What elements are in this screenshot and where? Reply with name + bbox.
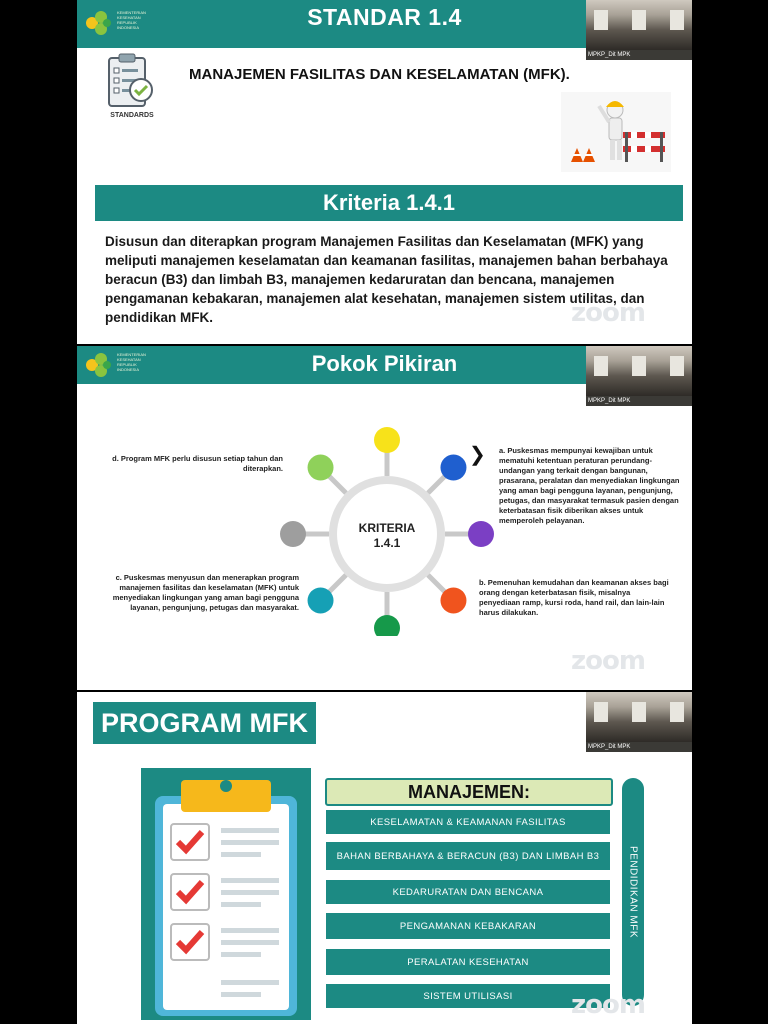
hub-node-top [374,427,400,453]
hub-spoke [428,475,446,493]
participant-video-thumbnail[interactable] [586,346,692,406]
slide-title: PROGRAM MFK [93,702,316,744]
hub-node-upper-right [440,455,466,481]
clipboard-checklist-icon [141,768,311,1020]
manajemen-header: MANAJEMEN: [325,778,613,806]
hub-spoke [428,575,446,593]
standards-label: STANDARDS [110,112,154,119]
hub-node-left [280,521,306,547]
participant-name: MPKP_Dit MPK [588,52,631,58]
manajemen-item: KEDARURATAN DAN BENCANA [326,880,610,904]
slide-title: Pokok Pikiran [311,351,458,376]
point-a: a. Puskesmas mempunyai kewajiban untuk mematuhi ketentuan peraturan perundang-undangan yang terkait dengan bangunan, prasarana, peralatan dan menyediakan lingkungan yang aman bagi pengguna layanan, pengunjung, petugas, dan masyarakat termasuk pasien dengan keterbatasan fisik diberikan akses untuk memperoleh pelayanan. [499,446,680,525]
slide-standar [77,0,692,344]
kriteria-title-bar: Kriteria 1.4.1 [95,185,683,221]
hub-node-lower-right [440,587,466,613]
pendidikan-label: PENDIDIKAN MFK [627,845,639,939]
participant-name: MPKP_Dit MPK [588,398,631,404]
participant-video-thumbnail[interactable] [586,0,692,60]
manajemen-item: BAHAN BERBAHAYA & BERACUN (B3) DAN LIMBAH B3 [326,842,610,870]
subtitle: MANAJEMEN FASILITAS DAN KESELAMATAN (MFK). [189,66,570,83]
zoom-watermark: zoom [571,646,645,676]
slide-pokok-pikiran [77,346,692,690]
participant-name: MPKP_Dit MPK [588,744,631,750]
kemenkes-logo: KEMENTERIAN KESEHATAN REPUBLIK INDONESIA [83,6,163,40]
manajemen-item: KESELAMATAN & KEAMANAN FASILITAS [326,810,610,834]
manajemen-item: PENGAMANAN KEBAKARAN [326,913,610,939]
zoom-watermark: zoom [571,298,645,328]
construction-worker-illustration [561,92,671,172]
slide-program-mfk [77,692,692,1024]
kriteria-hub-diagram [277,426,497,636]
hub-node-lower-left [308,587,334,613]
hub-label-kriteria: KRITERIA [358,521,416,535]
point-c: c. Puskesmas menyusun dan menerapkan program manajemen fasilitas dan keselamatan (MFK) untuk menyediakan lingkungan yang aman bagi pengguna layanan, pengunjung, petugas dan masyarakat. [112,573,299,612]
hub-spoke [328,475,346,493]
clipboard-checklist-icon [105,52,155,112]
participant-video-thumbnail[interactable] [586,692,692,752]
hub-node-bottom [374,615,400,636]
chevron-right-icon: ❯ [469,444,486,466]
hub-node-right [468,521,494,547]
zoom-watermark: zoom [571,990,645,1020]
hub-spoke [328,575,346,593]
manajemen-item: PERALATAN KESEHATAN [326,949,610,975]
pendidikan-mfk-bar [622,778,644,1006]
kemenkes-logo: KEMENTERIAN KESEHATAN REPUBLIK INDONESIA [83,348,163,382]
manajemen-item: SISTEM UTILISASI [326,984,610,1008]
hub-label-number: 1.4.1 [373,536,401,550]
point-b: b. Pemenuhan kemudahan dan keamanan akses bagi orang dengan keterbatasan fisik, misalnya penyediaan ramp, kursi roda, hand rail, dan lain-lain harus dilakukan. [479,578,669,617]
kriteria-description: Disusun dan diterapkan program Manajemen Fasilitas dan Keselamatan (MFK) yang meliputi manajemen keselamatan dan keamanan fasilitas, manajemen bahan berbahaya beracun (B3) dan limbah B3, manajemen kedaruratan dan bencana, manajemen pengamanan kebakaran, manajemen alat kesehatan, manajemen sistem utilitas, dan pendidikan MFK. [105,234,668,325]
slide-title: STANDAR 1.4 [307,4,462,30]
hub-node-upper-left [308,455,334,481]
point-d: d. Program MFK perlu disusun setiap tahun dan diterapkan. [112,454,283,473]
